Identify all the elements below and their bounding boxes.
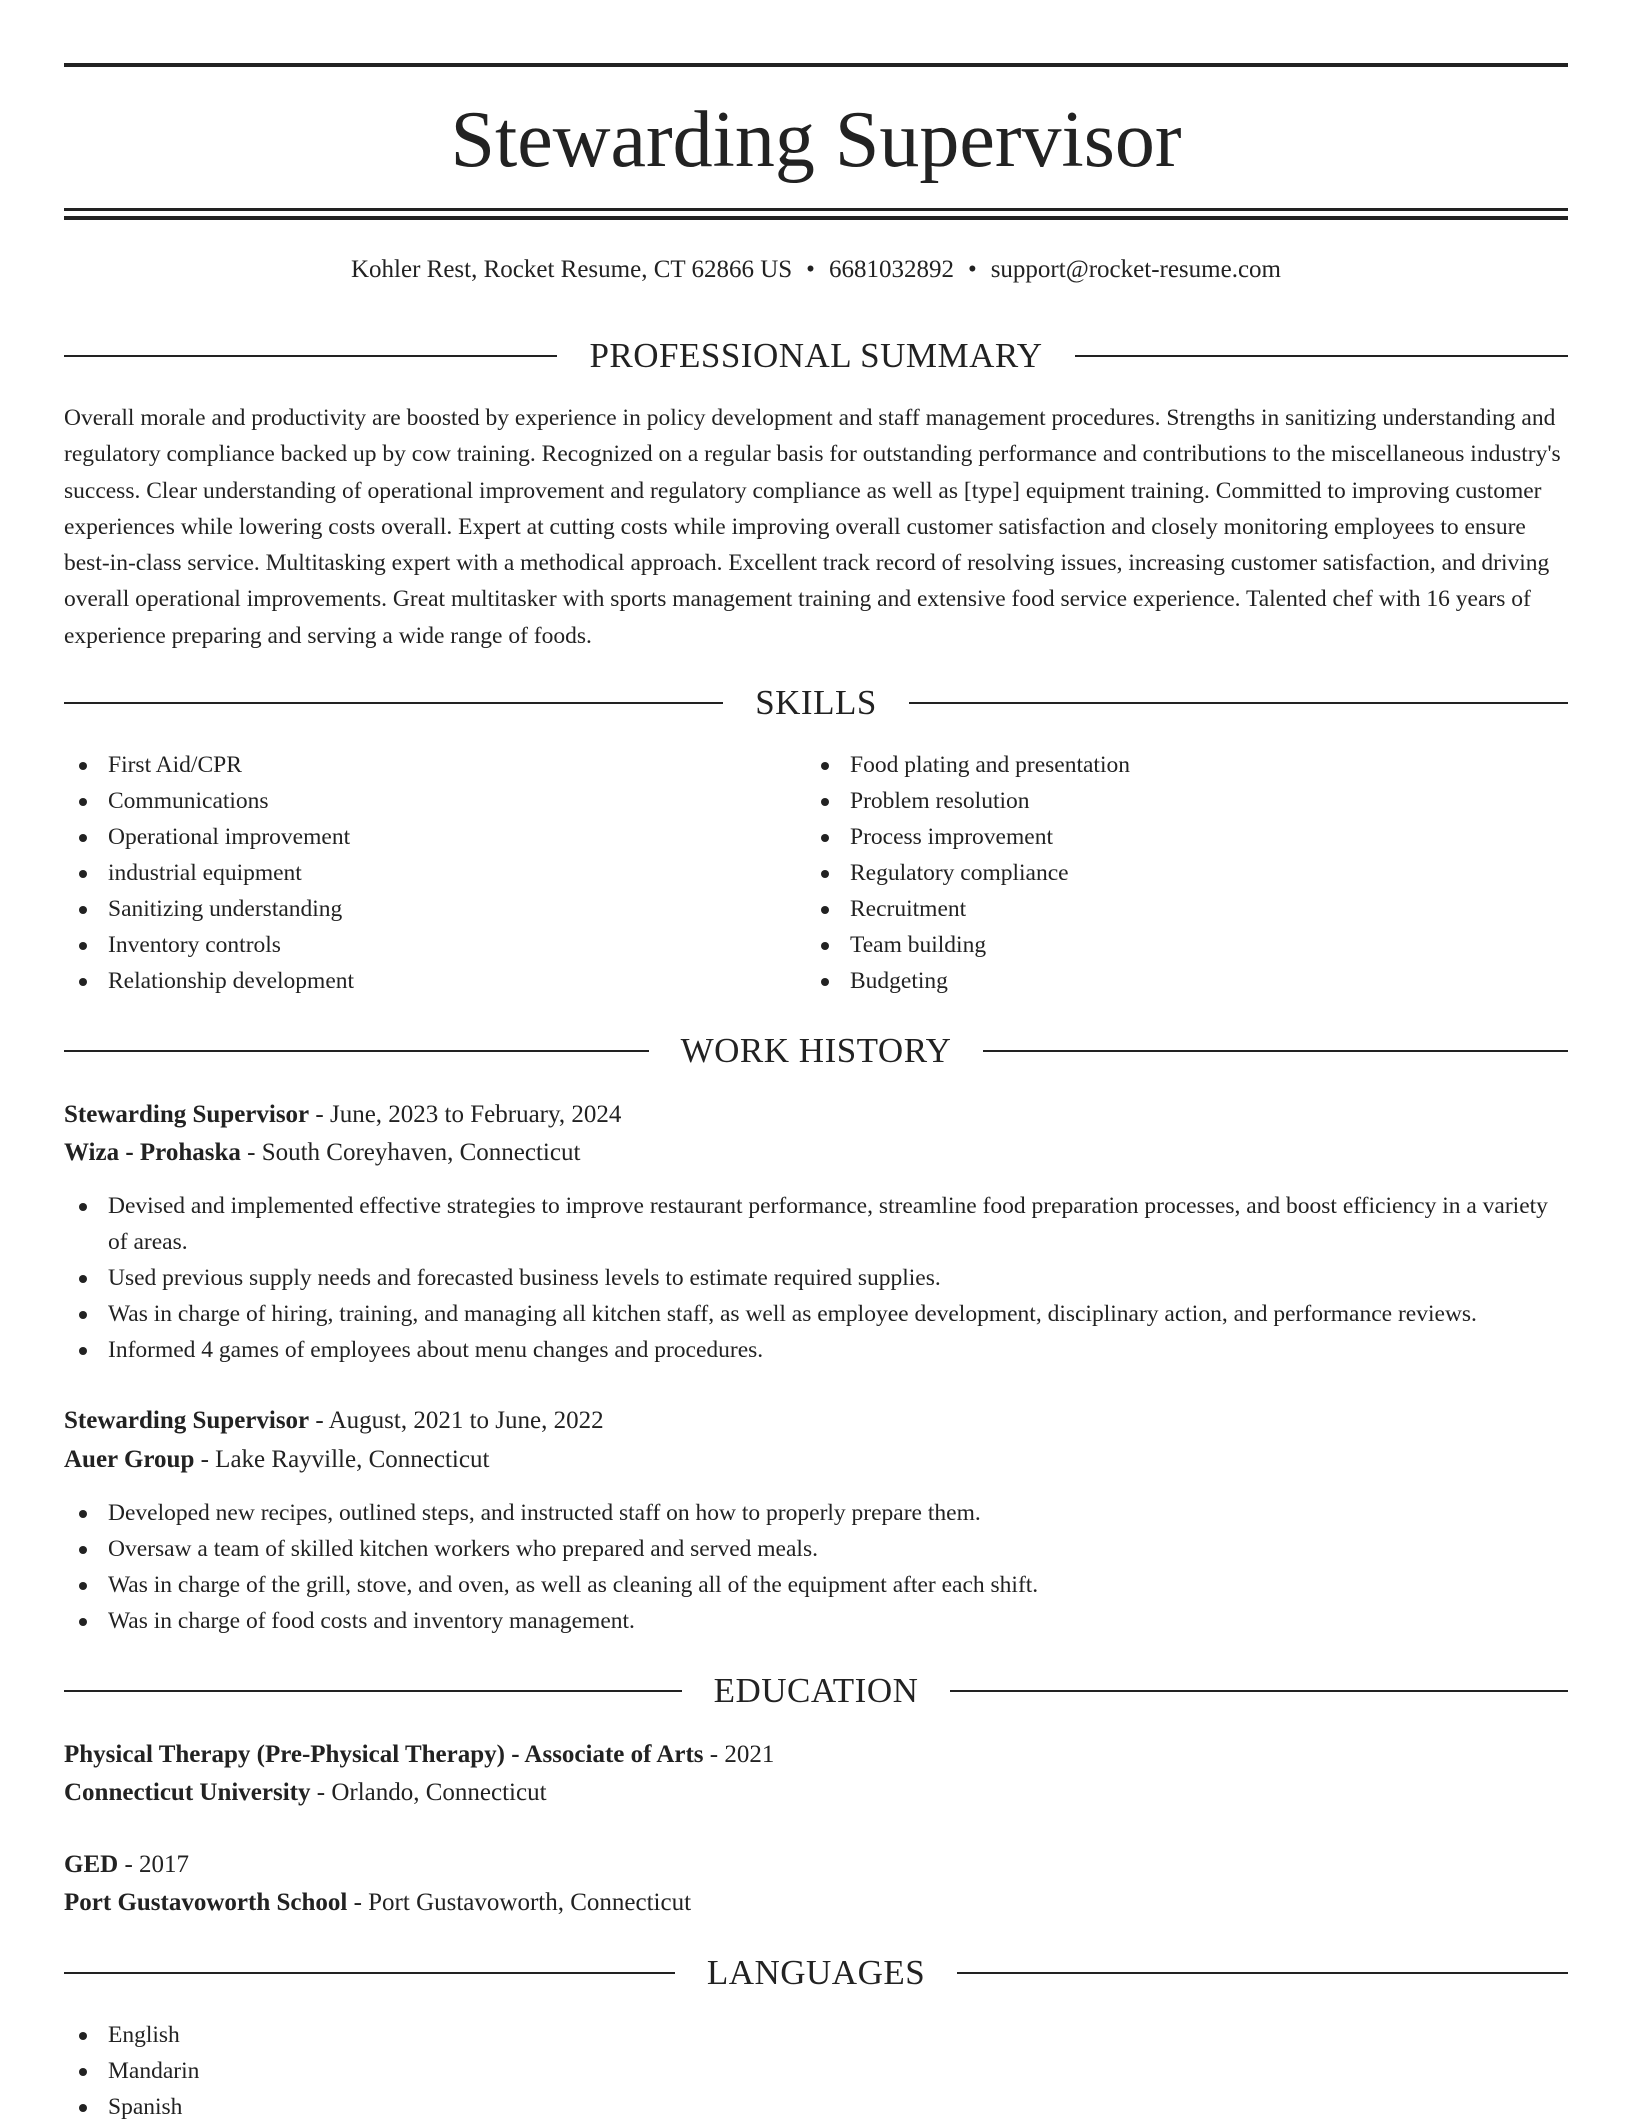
- job-title: Stewarding Supervisor: [64, 1407, 310, 1434]
- heading-rule: [64, 1690, 682, 1692]
- summary-heading: [64, 334, 1568, 378]
- job-bullet: Informed 4 games of employees about menu changes and procedures.: [64, 1332, 1568, 1368]
- summary-heading-text: PROFESSIONAL SUMMARY: [589, 336, 1043, 375]
- skill-item: Budgeting: [806, 963, 1546, 999]
- skill-item: Team building: [806, 927, 1546, 963]
- education-degree-line: [64, 1847, 1568, 1883]
- heading-rule: [957, 1972, 1568, 1974]
- skill-item: Problem resolution: [806, 783, 1546, 819]
- job-dates: - June, 2023 to February, 2024: [309, 1101, 622, 1128]
- skill-item: Communications: [64, 783, 804, 819]
- languages-heading: [64, 1951, 1568, 1995]
- summary-text: Overall morale and productivity are boosted by experience in policy development and staff management procedures. Strengths in sanitizing understanding and regulatory compliance backed up by cow training. Recognized on a regular basis for outstanding performance and contributions to the miscellaneous industry's success. Clear understanding of operational improvement and regulatory compliance as well as [type] equipment training. Committed to improving customer experiences while lowering costs overall. Expert at cutting costs while improving overall customer satisfaction and closely monitoring employees to ensure best-in-class service. Multitasking expert with a methodical approach. Excellent track record of resolving issues, increasing customer satisfaction, and driving overall operational improvements. Great multitasker with sports management training and extensive food service experience. Talented chef with 16 years of experience preparing and serving a wide range of foods.: [64, 405, 1561, 649]
- job-bullets: [64, 1495, 1568, 1639]
- education-school: Port Gustavoworth School: [64, 1889, 348, 1916]
- job-dates: - August, 2021 to June, 2022: [309, 1407, 604, 1434]
- header-bottom-rule-2: [64, 216, 1568, 220]
- education-degree: GED: [64, 1851, 119, 1878]
- heading-rule: [64, 1972, 675, 1974]
- education-year: - 2021: [703, 1741, 775, 1768]
- skills-heading: [64, 681, 1568, 725]
- education-school: Connecticut University: [64, 1779, 311, 1806]
- skill-item: Recruitment: [806, 891, 1546, 927]
- heading-rule: [983, 1050, 1568, 1052]
- job-location: - South Coreyhaven, Connecticut: [240, 1139, 581, 1166]
- skills-list-left: [64, 747, 804, 999]
- skills-list-right: [806, 747, 1546, 999]
- skill-item: Food plating and presentation: [806, 747, 1546, 783]
- education-year: - 2017: [118, 1851, 190, 1878]
- language-item: English: [64, 2017, 804, 2053]
- job-location: - Lake Rayville, Connecticut: [194, 1446, 490, 1473]
- job-bullet: Was in charge of hiring, training, and managing all kitchen staff, as well as employee development, disciplinary action, and performance reviews.: [64, 1296, 1568, 1332]
- skill-item: Operational improvement: [64, 819, 804, 855]
- work-heading: [64, 1029, 1568, 1073]
- job-bullet: Oversaw a team of skilled kitchen workers who prepared and served meals.: [64, 1531, 1568, 1567]
- languages-list: [64, 2017, 804, 2125]
- skill-item: Sanitizing understanding: [64, 891, 804, 927]
- heading-rule: [64, 355, 557, 357]
- education-degree-line: [64, 1737, 1568, 1773]
- job-company-line: [64, 1135, 1568, 1171]
- job-bullet: Devised and implemented effective strategies to improve restaurant performance, streamline food preparation processes, and boost efficiency in a variety of areas.: [64, 1188, 1568, 1260]
- job-title-line: [64, 1097, 1568, 1133]
- education-heading-text: EDUCATION: [713, 1671, 919, 1710]
- contact-phone: 6681032892: [828, 256, 954, 283]
- contact-separator: •: [806, 256, 815, 283]
- heading-rule: [909, 702, 1568, 704]
- header-bottom-rule: [64, 208, 1568, 211]
- job-company: Wiza - Prohaska: [64, 1139, 241, 1166]
- education-heading: [64, 1669, 1568, 1713]
- language-item: Spanish: [64, 2089, 804, 2125]
- heading-rule: [64, 702, 723, 704]
- language-item: Mandarin: [64, 2053, 804, 2089]
- skill-item: Process improvement: [806, 819, 1546, 855]
- job-bullet: Used previous supply needs and forecasted business levels to estimate required supplies.: [64, 1260, 1568, 1296]
- job-bullet: Was in charge of the grill, stove, and oven, as well as cleaning all of the equipment after each shift.: [64, 1567, 1568, 1603]
- header-top-rule: [64, 63, 1568, 67]
- education-school-line: [64, 1885, 1568, 1921]
- job-title-line: [64, 1403, 1568, 1439]
- languages-heading-text: LANGUAGES: [706, 1953, 926, 1992]
- job-bullet: Was in charge of food costs and inventory management.: [64, 1603, 1568, 1639]
- heading-rule: [950, 1690, 1568, 1692]
- skill-item: Regulatory compliance: [806, 855, 1546, 891]
- skills-heading-text: SKILLS: [755, 683, 877, 722]
- contact-separator: •: [967, 256, 977, 283]
- education-degree: Physical Therapy (Pre-Physical Therapy) - Associate of Arts: [64, 1741, 704, 1768]
- work-heading-text: WORK HISTORY: [680, 1031, 952, 1070]
- heading-rule: [1075, 355, 1568, 357]
- education-location: - Orlando, Connecticut: [310, 1779, 547, 1806]
- job-bullets: [64, 1188, 1568, 1368]
- contact-line: [64, 252, 1568, 288]
- education-school-line: [64, 1775, 1568, 1811]
- job-bullet: Developed new recipes, outlined steps, and instructed staff on how to properly prepare them.: [64, 1495, 1568, 1531]
- education-location: - Port Gustavoworth, Connecticut: [347, 1889, 692, 1916]
- resume-name: Stewarding Supervisor: [450, 96, 1182, 184]
- job-company: Auer Group: [64, 1446, 195, 1473]
- skill-item: industrial equipment: [64, 855, 804, 891]
- heading-rule: [64, 1050, 649, 1052]
- skill-item: Relationship development: [64, 963, 804, 999]
- skill-item: Inventory controls: [64, 927, 804, 963]
- job-company-line: [64, 1442, 1568, 1478]
- job-title: Stewarding Supervisor: [64, 1101, 310, 1128]
- contact-address: Kohler Rest, Rocket Resume, CT 62866 US: [350, 256, 793, 283]
- skill-item: First Aid/CPR: [64, 747, 804, 783]
- contact-email: support@rocket-resume.com: [990, 256, 1281, 283]
